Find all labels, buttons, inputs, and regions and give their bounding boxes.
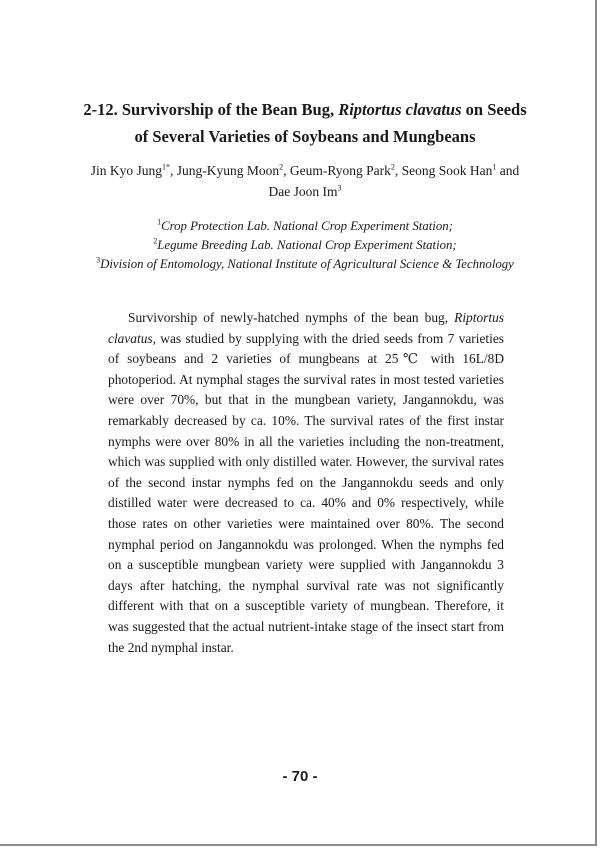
affiliation-3: $^3$Division of Entomology, National Institute of Agricultural Science & Technology	[96, 255, 514, 271]
author-4: Seong Sook Han$^1$ and	[401, 162, 520, 178]
affiliation-2: $^2$Legume Breeding Lab. National Crop Experiment Station;	[153, 236, 457, 252]
affiliation-1: $^1$Crop Protection Lab. National Crop Experiment Station;	[157, 217, 453, 233]
abstract-body: Survivorship of newly-hatched nymphs of the bean bug, Riptortus clavatus, was studied by supplying with the dried seeds from 7 varieties of soybeans and 2 varieties of mungbeans at 25℃ with 16L/8D photoperiod. At nymphal stages the survival rates in most tested varieties were over 70%, but that in the mungbean variety, Jangannokdu, was remarkably decreased by ca. 10%. The survival rates of the first instar nymphs were over 80% in all the varieties including the non-treatment, which was supplied with only distilled water. However, the survival rates of the second instar nymphs fed on the Jangannokdu seeds and only distilled water were decreased to ca. 40% and 0% respectively, while those rates on other varieties were maintained over 80%. The second nymphal period on Jangannokdu was prolonged. When the nymphs fed on a susceptible mungbean variety were supplied with Jangannokdu 3 days after hatching, the nymphal survival rate was not significantly different with that on a susceptible variety of mungbean. Therefore, it was suggested that the actual nutrient-intake stage of the insect start from the 2nd nymphal instar.	[108, 310, 504, 655]
author-1: Jin Kyo Jung$^{1*}$,	[90, 162, 177, 178]
page-number: - 70 -	[282, 768, 318, 785]
author-2: Jung-Kyung Moon$^2$,	[176, 162, 290, 178]
affiliation-list	[60, 217, 550, 274]
abstract-species-name: Riptortus clavatus	[108, 310, 504, 346]
paper-title	[60, 96, 550, 150]
title-line2: of Several Varieties of Soybeans and Mungbeans	[134, 127, 476, 146]
author-list	[70, 160, 540, 202]
title-species-name: Riptortus clavatus	[338, 100, 462, 119]
author-5: Dae Joon Im$^3$	[268, 183, 342, 199]
author-3: Geum-Ryong Park$^2$,	[289, 162, 402, 178]
title-line1-prefix: 2-12. Survivorship of the Bean Bug,	[83, 100, 339, 119]
title-line1-suffix: on Seeds	[461, 100, 527, 119]
